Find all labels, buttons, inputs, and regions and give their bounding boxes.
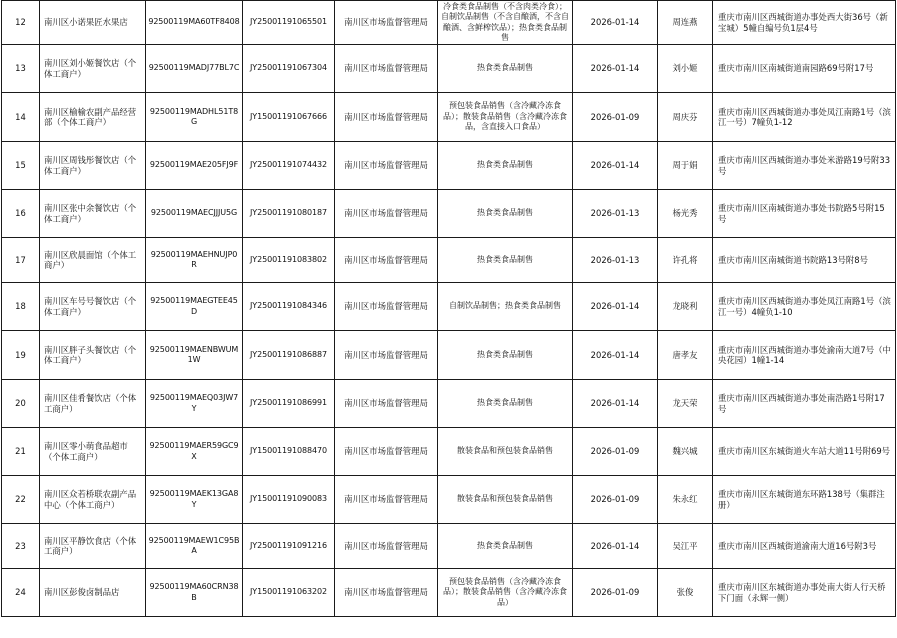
table-row <box>2 331 896 380</box>
responsible-person: 周连燕 <box>658 1 713 45</box>
store-name: 南川区小诺果匠水果店 <box>40 1 146 45</box>
business-scope: 热食类食品制售 <box>438 524 573 569</box>
business-address: 重庆市南川区西城街道办事处凤江南路1号（滨江一号）4幢负1-10 <box>713 283 896 331</box>
store-name: 南川区欣晨面馆（个体工商户） <box>40 238 146 283</box>
row-number: 12 <box>2 1 40 45</box>
expiry-date: 2026-01-14 <box>573 380 658 428</box>
table-row <box>2 524 896 569</box>
issuing-authority: 南川区市场监督管理局 <box>335 142 438 190</box>
business-address: 重庆市南川区东城街道办事处南大街人行天桥下门面（永辉一侧） <box>713 569 896 617</box>
business-scope: 散装食品和预包装食品销售 <box>438 428 573 476</box>
license-number: JY15001191088470 <box>243 428 335 476</box>
table-row <box>2 142 896 190</box>
credit-code: 92500119MADHL51T8G <box>146 93 243 142</box>
business-scope: 预包装食品销售（含冷藏冷冻食品）；散装食品销售（含冷藏冷冻食品） <box>438 569 573 617</box>
row-number: 17 <box>2 238 40 283</box>
row-number: 20 <box>2 380 40 428</box>
row-number: 22 <box>2 476 40 524</box>
row-number: 24 <box>2 569 40 617</box>
issuing-authority: 南川区市场监督管理局 <box>335 476 438 524</box>
business-address: 重庆市南川区西城街道渝南大道16号附3号 <box>713 524 896 569</box>
issuing-authority: 南川区市场监督管理局 <box>335 190 438 238</box>
credit-code: 92500119MA60TF8408 <box>146 1 243 45</box>
row-number: 23 <box>2 524 40 569</box>
credit-code: 92500119MAEW1C95BA <box>146 524 243 569</box>
credit-code: 92500119MAE205FJ9F <box>146 142 243 190</box>
table-row <box>2 476 896 524</box>
expiry-date: 2026-01-09 <box>573 476 658 524</box>
expiry-date: 2026-01-09 <box>573 428 658 476</box>
responsible-person: 刘小姬 <box>658 45 713 93</box>
credit-code: 92500119MAEGTEE45D <box>146 283 243 331</box>
expiry-date: 2026-01-14 <box>573 331 658 380</box>
store-name: 南川区零小萌食品超市（个体工商户） <box>40 428 146 476</box>
responsible-person: 周于娟 <box>658 142 713 190</box>
row-number: 13 <box>2 45 40 93</box>
row-number: 21 <box>2 428 40 476</box>
license-number: JY25001191086887 <box>243 331 335 380</box>
store-name: 南川区刘小姬餐饮店（个体工商户） <box>40 45 146 93</box>
issuing-authority: 南川区市场监督管理局 <box>335 45 438 93</box>
row-number: 14 <box>2 93 40 142</box>
business-address: 重庆市南川区东城街道东环路138号（集群注册） <box>713 476 896 524</box>
expiry-date: 2026-01-09 <box>573 569 658 617</box>
expiry-date: 2026-01-14 <box>573 524 658 569</box>
credit-code: 92500119MAENBWUM1W <box>146 331 243 380</box>
business-scope: 热食类食品制售 <box>438 190 573 238</box>
responsible-person: 魏兴城 <box>658 428 713 476</box>
business-scope: 热食类食品制售 <box>438 142 573 190</box>
business-scope: 热食类食品制售 <box>438 380 573 428</box>
business-address: 重庆市南川区西城街道办事处西大街36号（新宝城）5幢自编号负1层4号 <box>713 1 896 45</box>
store-name: 南川区彭俊卤制品店 <box>40 569 146 617</box>
row-number: 19 <box>2 331 40 380</box>
license-number: JY25001191080187 <box>243 190 335 238</box>
business-address: 重庆市南川区南城街道书院路13号附8号 <box>713 238 896 283</box>
responsible-person: 许孔将 <box>658 238 713 283</box>
table-row <box>2 1 896 45</box>
business-scope: 热食类食品制售 <box>438 45 573 93</box>
business-scope: 冷食类食品制售（不含肉类冷食）；自制饮品制售（不含自酿酒，不含自酿酒、含鲜榨饮品）；热食类食品制售 <box>438 1 573 45</box>
row-number: 16 <box>2 190 40 238</box>
issuing-authority: 南川区市场监督管理局 <box>335 331 438 380</box>
responsible-person: 张俊 <box>658 569 713 617</box>
table-row <box>2 45 896 93</box>
table-row <box>2 283 896 331</box>
table-row <box>2 93 896 142</box>
license-number: JY25001191083802 <box>243 238 335 283</box>
credit-code: 92500119MAECJJJU5G <box>146 190 243 238</box>
business-address: 重庆市南川区东城街道火车站大道11号附69号 <box>713 428 896 476</box>
issuing-authority: 南川区市场监督管理局 <box>335 380 438 428</box>
license-number: JY25001191091216 <box>243 524 335 569</box>
issuing-authority: 南川区市场监督管理局 <box>335 283 438 331</box>
responsible-person: 龙晓利 <box>658 283 713 331</box>
issuing-authority: 南川区市场监督管理局 <box>335 569 438 617</box>
business-scope: 热食类食品制售 <box>438 331 573 380</box>
store-name: 南川区佳肴餐饮店（个体工商户） <box>40 380 146 428</box>
license-number: JY25001191084346 <box>243 283 335 331</box>
row-number: 18 <box>2 283 40 331</box>
business-address: 重庆市南川区西城街道办事处米游路19号附33号 <box>713 142 896 190</box>
credit-code: 92500119MAEK13GA8Y <box>146 476 243 524</box>
issuing-authority: 南川区市场监督管理局 <box>335 238 438 283</box>
credit-code: 92500119MA60CRN38B <box>146 569 243 617</box>
store-name: 南川区周钱彤餐饮店（个体工商户） <box>40 142 146 190</box>
store-name: 南川区平静饮食店（个体工商户） <box>40 524 146 569</box>
expiry-date: 2026-01-14 <box>573 142 658 190</box>
license-number: JY25001191074432 <box>243 142 335 190</box>
expiry-date: 2026-01-09 <box>573 93 658 142</box>
responsible-person: 龙天荣 <box>658 380 713 428</box>
table-row <box>2 190 896 238</box>
license-table <box>1 0 896 617</box>
license-number: JY25001191067304 <box>243 45 335 93</box>
business-scope: 预包装食品销售（含冷藏冷冻食品）；散装食品销售（含冷藏冷冻食品，含直接入口食品） <box>438 93 573 142</box>
table-row <box>2 238 896 283</box>
table-row <box>2 380 896 428</box>
license-number: JY15001191063202 <box>243 569 335 617</box>
store-name: 南川区榆榆农副产品经营部（个体工商户） <box>40 93 146 142</box>
expiry-date: 2026-01-14 <box>573 1 658 45</box>
business-address: 重庆市南川区南城街道南园路69号附17号 <box>713 45 896 93</box>
issuing-authority: 南川区市场监督管理局 <box>335 524 438 569</box>
store-name: 南川区张中余餐饮店（个体工商户） <box>40 190 146 238</box>
expiry-date: 2026-01-13 <box>573 238 658 283</box>
expiry-date: 2026-01-14 <box>573 283 658 331</box>
license-number: JY15001191067666 <box>243 93 335 142</box>
business-address: 重庆市南川区南城街道办事处书院路5号附15号 <box>713 190 896 238</box>
store-name: 南川区众若桥联农副产品中心（个体工商户） <box>40 476 146 524</box>
credit-code: 92500119MAEHNUJP0R <box>146 238 243 283</box>
table-row <box>2 569 896 617</box>
responsible-person: 唐孝友 <box>658 331 713 380</box>
responsible-person: 吴江平 <box>658 524 713 569</box>
license-number: JY25001191065501 <box>243 1 335 45</box>
expiry-date: 2026-01-14 <box>573 45 658 93</box>
credit-code: 92500119MAEQ03JW7Y <box>146 380 243 428</box>
responsible-person: 杨光秀 <box>658 190 713 238</box>
license-number: JY25001191086991 <box>243 380 335 428</box>
business-address: 重庆市南川区西城街道办事处凤江南路1号（滨江一号）7幢负1-12 <box>713 93 896 142</box>
business-address: 重庆市南川区西城街道办事处南浩路1号附17号 <box>713 380 896 428</box>
store-name: 南川区胖子头餐饮店（个体工商户） <box>40 331 146 380</box>
credit-code: 92500119MADJ77BL7C <box>146 45 243 93</box>
table-body <box>2 1 896 617</box>
issuing-authority: 南川区市场监督管理局 <box>335 93 438 142</box>
store-name: 南川区车号号餐饮店（个体工商户） <box>40 283 146 331</box>
business-scope: 热食类食品制售 <box>438 238 573 283</box>
business-scope: 散装食品和预包装食品销售 <box>438 476 573 524</box>
issuing-authority: 南川区市场监督管理局 <box>335 1 438 45</box>
expiry-date: 2026-01-13 <box>573 190 658 238</box>
business-address: 重庆市南川区西城街道办事处渝南大道7号（中央花园）1幢1-14 <box>713 331 896 380</box>
table-row <box>2 428 896 476</box>
license-number: JY15001191090083 <box>243 476 335 524</box>
responsible-person: 朱永红 <box>658 476 713 524</box>
responsible-person: 周庆芬 <box>658 93 713 142</box>
credit-code: 92500119MAER59GC9X <box>146 428 243 476</box>
issuing-authority: 南川区市场监督管理局 <box>335 428 438 476</box>
row-number: 15 <box>2 142 40 190</box>
business-scope: 自制饮品制售；热食类食品制售 <box>438 283 573 331</box>
